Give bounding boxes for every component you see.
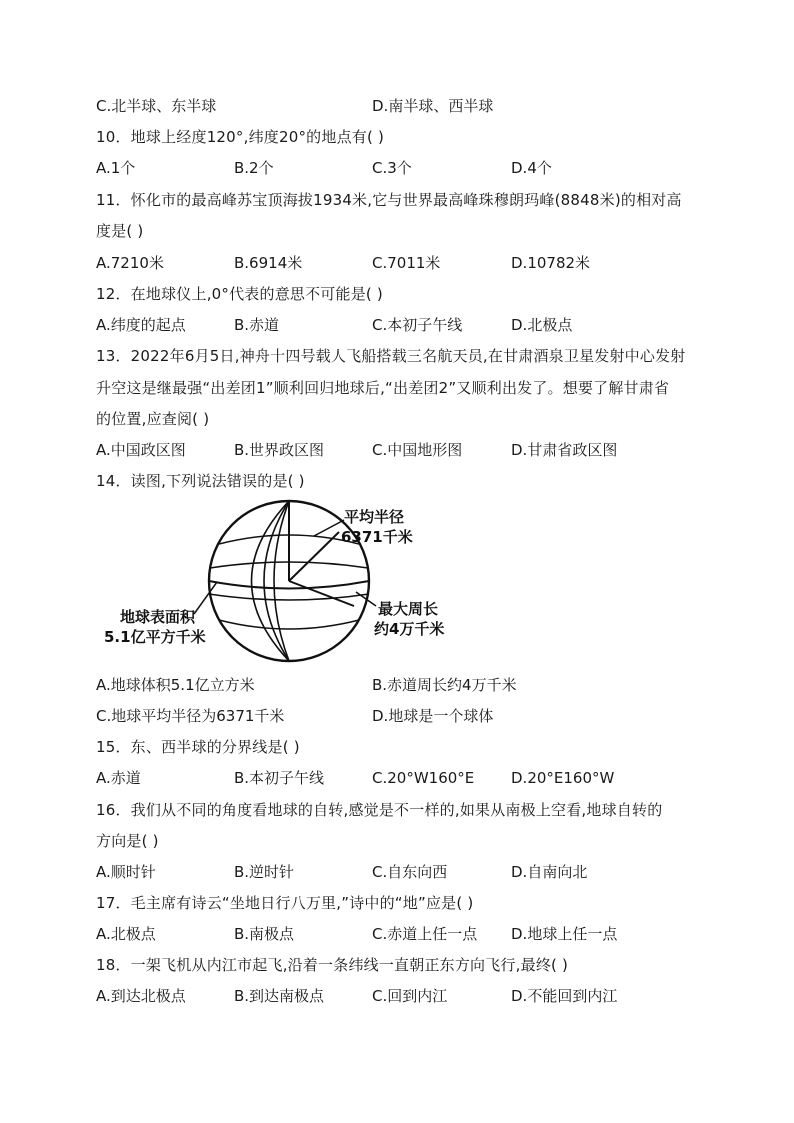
q17-option-d: D.地球上任一点: [511, 925, 618, 943]
q17-option-a: A.北极点: [96, 925, 156, 943]
q13-option-b: B.世界政区图: [234, 441, 325, 459]
q14-option-b: B.赤道周长约4万千米: [372, 676, 517, 694]
latitude-line-4: [219, 620, 359, 629]
q12-option-b: B.赤道: [234, 316, 280, 334]
q10-option-a: A.1个: [96, 159, 136, 177]
q13-stem-line2: 升空这是继最强“出差团1”顺利回归地球后,“出差团2”又顺利出发了。想要了解甘肃省: [96, 379, 670, 397]
q13-option-a: A.中国政区图: [96, 441, 186, 459]
q16-stem-line2: 方向是( ): [96, 832, 159, 850]
q18-stem: 18．一架飞机从内江市起飞,沿着一条纬线一直朝正东方向飞行,最终( ): [96, 956, 569, 974]
q11-stem-line1: 11．怀化市的最高峰苏宝顶海拔1934米,它与世界最高峰珠穆朗玛峰(8848米)的相对高: [96, 191, 682, 209]
earth-globe-diagram: [104, 496, 484, 666]
q15-option-b: B.本初子午线: [234, 769, 325, 787]
equator-line: [209, 581, 369, 589]
longitude-line-1: [264, 501, 289, 661]
q18-option-d: D.不能回到内江: [511, 987, 618, 1005]
q18-option-a: A.到达北极点: [96, 987, 186, 1005]
q11-stem-line2: 度是( ): [96, 222, 144, 240]
label-area-2: 5.1亿平方千米: [104, 628, 206, 646]
q12-option-c: C.本初子午线: [372, 316, 463, 334]
q14-stem: 14．读图,下列说法错误的是( ): [96, 472, 305, 490]
label-circumference-1: 最大周长: [378, 600, 439, 618]
q18-option-b: B.到达南极点: [234, 987, 325, 1005]
q14-option-d: D.地球是一个球体: [372, 707, 494, 725]
q11-option-c: C.7011米: [372, 254, 441, 272]
q15-option-d: D.20°E160°W: [511, 769, 615, 787]
q13-stem-line1: 13．2022年6月5日,神舟十四号载人飞船搭载三名航天员,在甘肃酒泉卫星发射中心发射: [96, 347, 686, 365]
longitude-line-3: [252, 501, 290, 661]
q16-option-b: B.逆时针: [234, 863, 295, 881]
globe-figure: [104, 496, 484, 666]
radius-pointer: [314, 520, 344, 536]
label-radius-1: 平均半径: [344, 508, 405, 526]
q11-option-a: A.7210米: [96, 254, 164, 272]
q9-option-d: D.南半球、西半球: [372, 97, 494, 115]
q10-stem: 10．地球上经度120°,纬度20°的地点有( ): [96, 128, 385, 146]
q13-option-d: D.甘肃省政区图: [511, 441, 618, 459]
q15-stem: 15．东、西半球的分界线是( ): [96, 738, 300, 756]
q14-option-c: C.地球平均半径为6371千米: [96, 707, 285, 725]
q14-option-a: A.地球体积5.1亿立方米: [96, 676, 255, 694]
q18-option-c: C.回到内江: [372, 987, 448, 1005]
radius-line-upper: [289, 532, 339, 581]
q12-option-a: A.纬度的起点: [96, 316, 186, 334]
q16-stem-line1: 16．我们从不同的角度看地球的自转,感觉是不一样的,如果从南极上空看,地球自转的: [96, 801, 663, 819]
q11-option-d: D.10782米: [511, 254, 591, 272]
q17-option-c: C.赤道上任一点: [372, 925, 478, 943]
q13-stem-line3: 的位置,应查阅( ): [96, 410, 210, 428]
q9-option-c: C.北半球、东半球: [96, 97, 217, 115]
q11-option-b: B.6914米: [234, 254, 303, 272]
q13-option-c: C.中国地形图: [372, 441, 463, 459]
q17-option-b: B.南极点: [234, 925, 295, 943]
q12-stem: 12．在地球仪上,0°代表的意思不可能是( ): [96, 285, 383, 303]
q15-option-c: C.20°W160°E: [372, 769, 475, 787]
q17-stem: 17．毛主席有诗云“坐地日行八万里,”诗中的“地”应是( ): [96, 894, 474, 912]
q10-option-b: B.2个: [234, 159, 274, 177]
q16-option-a: A.顺时针: [96, 863, 156, 881]
latitude-line-3: [209, 594, 369, 600]
q10-option-c: C.3个: [372, 159, 412, 177]
label-circumference-2: 约4万千米: [374, 620, 445, 638]
q15-option-a: A.赤道: [96, 769, 141, 787]
q10-option-d: D.4个: [511, 159, 552, 177]
label-area-1: 地球表面积: [120, 608, 196, 626]
q12-option-d: D.北极点: [511, 316, 573, 334]
q16-option-d: D.自南向北: [511, 863, 588, 881]
label-radius-2: 6371千米: [341, 528, 413, 546]
q16-option-c: C.自东向西: [372, 863, 448, 881]
